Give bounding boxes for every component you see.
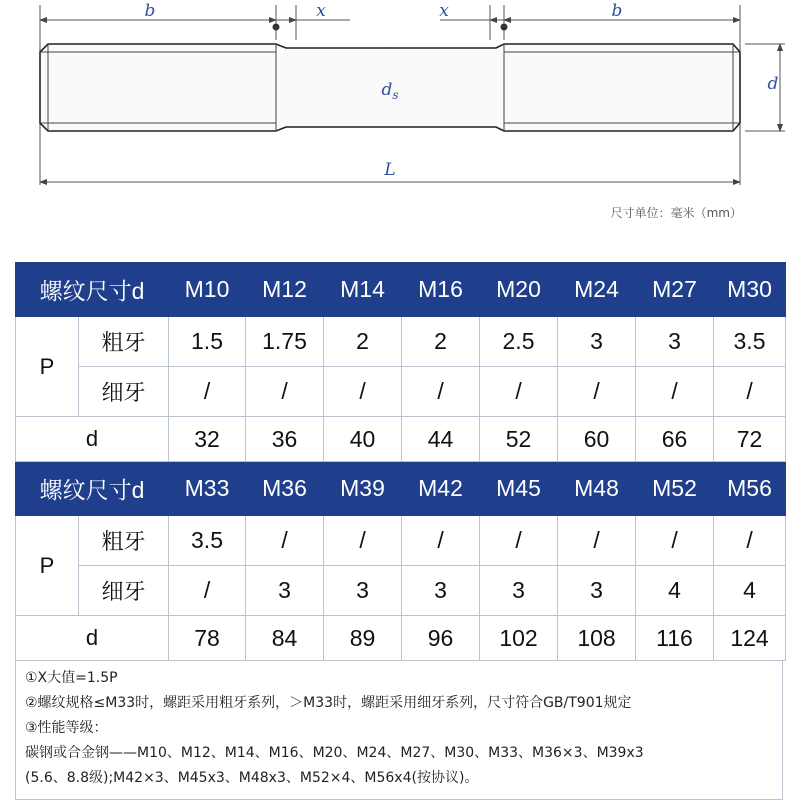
size-header-cell: M45 xyxy=(480,462,558,516)
coarse-pitch-cell: / xyxy=(246,516,324,566)
d-value-cell: 89 xyxy=(324,616,402,661)
fine-pitch-cell: 4 xyxy=(714,566,786,616)
coarse-pitch-row xyxy=(16,516,786,566)
label-L: L xyxy=(384,160,396,180)
note-2: ②螺纹规格≤M33时，螺距采用粗牙系列，＞M33时，螺距采用细牙系列，尺寸符合GB/T901规定 xyxy=(25,695,632,711)
coarse-pitch-cell: 2.5 xyxy=(480,317,558,367)
label-x-left: x xyxy=(316,1,326,21)
marker-dot-right xyxy=(501,24,508,31)
coarse-pitch-cell: / xyxy=(714,516,786,566)
size-header-label: 螺纹尺寸d xyxy=(16,263,169,317)
note-5: (5.6、8.8级);M42×3、M45x3、M48x3、M52×4、M56x4(按协议)。 xyxy=(25,770,479,786)
fine-pitch-cell: / xyxy=(402,367,480,417)
fine-pitch-cell: 3 xyxy=(246,566,324,616)
fine-pitch-cell: / xyxy=(558,367,636,417)
fine-label: 细牙 xyxy=(79,367,169,417)
coarse-pitch-cell: 2 xyxy=(402,317,480,367)
size-header-row xyxy=(16,263,786,317)
fine-pitch-row xyxy=(16,566,786,616)
note-1: ①X大值=1.5P xyxy=(25,670,118,686)
fine-pitch-cell: / xyxy=(324,367,402,417)
d-value-cell: 96 xyxy=(402,616,480,661)
pitch-label: P xyxy=(16,317,79,417)
fine-pitch-cell: 3 xyxy=(324,566,402,616)
pitch-label: P xyxy=(16,516,79,616)
size-header-cell: M20 xyxy=(480,263,558,317)
marker-dot-left xyxy=(273,24,280,31)
d-value-cell: 72 xyxy=(714,417,786,462)
d-value-cell: 116 xyxy=(636,616,714,661)
d-value-cell: 60 xyxy=(558,417,636,462)
coarse-pitch-cell: / xyxy=(402,516,480,566)
label-x-right: x xyxy=(439,1,449,21)
d-label: d xyxy=(16,616,169,661)
d-label: d xyxy=(16,417,169,462)
d-value-cell: 66 xyxy=(636,417,714,462)
d-value-cell: 78 xyxy=(169,616,246,661)
coarse-pitch-cell: / xyxy=(480,516,558,566)
fine-pitch-cell: / xyxy=(480,367,558,417)
d-value-cell: 40 xyxy=(324,417,402,462)
size-header-cell: M52 xyxy=(636,462,714,516)
d-value-cell: 102 xyxy=(480,616,558,661)
fine-pitch-cell: / xyxy=(714,367,786,417)
coarse-pitch-cell: / xyxy=(558,516,636,566)
d-value-cell: 44 xyxy=(402,417,480,462)
note-4: 碳钢或合金钢——M10、M12、M14、M16、M20、M24、M27、M30、M33、M36×3、M39x3 xyxy=(25,745,644,761)
fine-pitch-cell: / xyxy=(636,367,714,417)
label-b-left: b xyxy=(144,1,156,21)
note-3: ③性能等级： xyxy=(25,720,108,736)
fine-pitch-cell: / xyxy=(246,367,324,417)
fine-pitch-cell: / xyxy=(169,566,246,616)
size-header-cell: M48 xyxy=(558,462,636,516)
size-header-cell: M16 xyxy=(402,263,480,317)
d-value-cell: 108 xyxy=(558,616,636,661)
d-row xyxy=(16,417,786,462)
coarse-pitch-cell: 3 xyxy=(636,317,714,367)
coarse-pitch-cell: 3 xyxy=(558,317,636,367)
coarse-pitch-cell: / xyxy=(324,516,402,566)
size-header-cell: M27 xyxy=(636,263,714,317)
fine-pitch-row xyxy=(16,367,786,417)
size-header-cell: M33 xyxy=(169,462,246,516)
d-value-cell: 52 xyxy=(480,417,558,462)
size-header-cell: M30 xyxy=(714,263,786,317)
label-ds: $d_s$ xyxy=(381,80,399,102)
size-header-cell: M39 xyxy=(324,462,402,516)
fine-pitch-cell: / xyxy=(169,367,246,417)
size-header-cell: M14 xyxy=(324,263,402,317)
fine-pitch-cell: 3 xyxy=(558,566,636,616)
d-value-cell: 32 xyxy=(169,417,246,462)
size-header-cell: M36 xyxy=(246,462,324,516)
fine-pitch-cell: 3 xyxy=(402,566,480,616)
coarse-pitch-cell: 1.75 xyxy=(246,317,324,367)
size-header-cell: M42 xyxy=(402,462,480,516)
size-header-label: 螺纹尺寸d xyxy=(16,462,169,516)
d-row xyxy=(16,616,786,661)
spec-table xyxy=(15,262,785,661)
size-header-cell: M24 xyxy=(558,263,636,317)
fine-label: 细牙 xyxy=(79,566,169,616)
label-d: d xyxy=(767,74,779,94)
unit-note: 尺寸单位：毫米（mm） xyxy=(610,206,742,220)
stud-bolt-drawing xyxy=(0,0,800,235)
coarse-pitch-cell: 3.5 xyxy=(169,516,246,566)
coarse-pitch-row xyxy=(16,317,786,367)
coarse-pitch-cell: / xyxy=(636,516,714,566)
notes-box xyxy=(15,660,783,800)
size-header-cell: M56 xyxy=(714,462,786,516)
coarse-label: 粗牙 xyxy=(79,317,169,367)
fine-pitch-cell: 4 xyxy=(636,566,714,616)
size-header-cell: M12 xyxy=(246,263,324,317)
fine-pitch-cell: 3 xyxy=(480,566,558,616)
label-b-right: b xyxy=(611,1,623,21)
d-value-cell: 84 xyxy=(246,616,324,661)
coarse-pitch-cell: 3.5 xyxy=(714,317,786,367)
size-header-cell: M10 xyxy=(169,263,246,317)
coarse-pitch-cell: 2 xyxy=(324,317,402,367)
coarse-label: 粗牙 xyxy=(79,516,169,566)
coarse-pitch-cell: 1.5 xyxy=(169,317,246,367)
d-value-cell: 36 xyxy=(246,417,324,462)
d-value-cell: 124 xyxy=(714,616,786,661)
size-header-row xyxy=(16,462,786,516)
